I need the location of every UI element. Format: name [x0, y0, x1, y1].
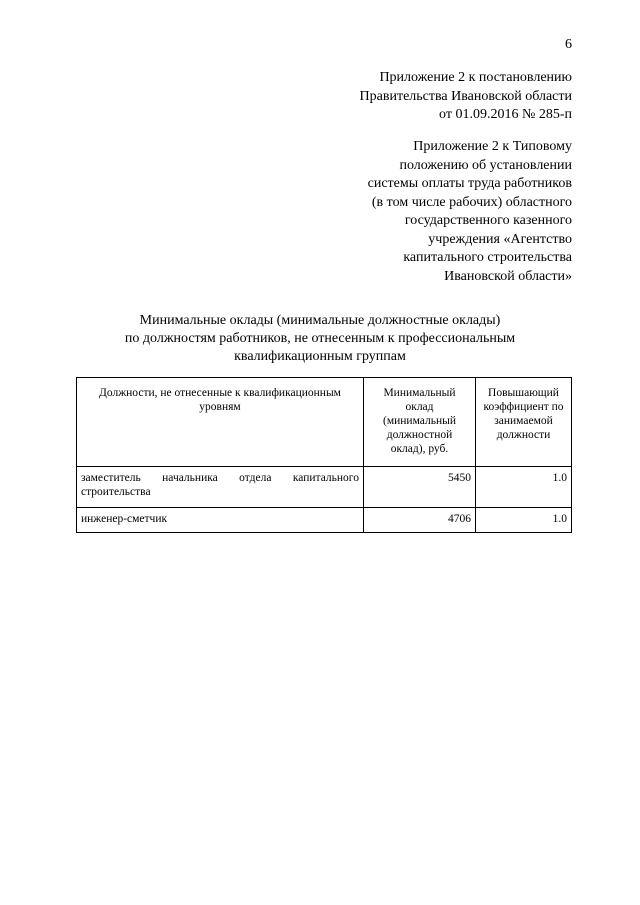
cell-salary: 5450 — [364, 467, 476, 508]
table-header-row — [77, 378, 572, 467]
annex-regulation-block — [368, 138, 572, 286]
annex-line: капитального строительства — [403, 250, 572, 265]
document-title — [0, 312, 640, 366]
annex-line: государственного казенного — [404, 213, 572, 228]
annex-resolution-block — [360, 69, 572, 125]
annex-line: учреждения «Агентство — [428, 231, 572, 247]
annex-line: положению об установлении — [399, 157, 572, 173]
table-row — [77, 467, 572, 508]
annex-line: Приложение 2 к постановлению — [379, 70, 572, 85]
table-row — [77, 508, 572, 533]
header-coefficient: Повышающий коэффициент по занимаемой должности — [476, 378, 572, 467]
cell-coefficient: 1.0 — [476, 508, 572, 533]
title-line: по должностям работников, не отнесенным к профессиональным — [124, 331, 516, 346]
title-line: квалификационным группам — [234, 349, 406, 364]
annex-line: (в том числе рабочих) областного — [371, 194, 572, 210]
annex-line: Ивановской области» — [444, 268, 572, 284]
header-position: Должности, не отнесенные к квалификационным уровням — [77, 378, 364, 467]
cell-salary: 4706 — [364, 508, 476, 533]
annex-line: системы оплаты труда работников — [367, 176, 572, 191]
annex-line: Приложение 2 к Типовому — [413, 139, 572, 154]
header-min-salary: Минимальный оклад (минимальный должностной оклад), руб. — [364, 378, 476, 467]
title-line: Минимальные оклады (минимальные должностные оклады) — [139, 313, 501, 328]
cell-position: инженер-сметчик — [77, 508, 364, 533]
salary-table — [76, 377, 572, 533]
cell-position: заместитель начальника отдела капитального строительства — [77, 467, 364, 508]
annex-line: от 01.09.2016 № 285-п — [439, 107, 572, 122]
annex-line: Правительства Ивановской области — [359, 88, 572, 104]
page-number: 6 — [565, 37, 572, 52]
cell-coefficient: 1.0 — [476, 467, 572, 508]
